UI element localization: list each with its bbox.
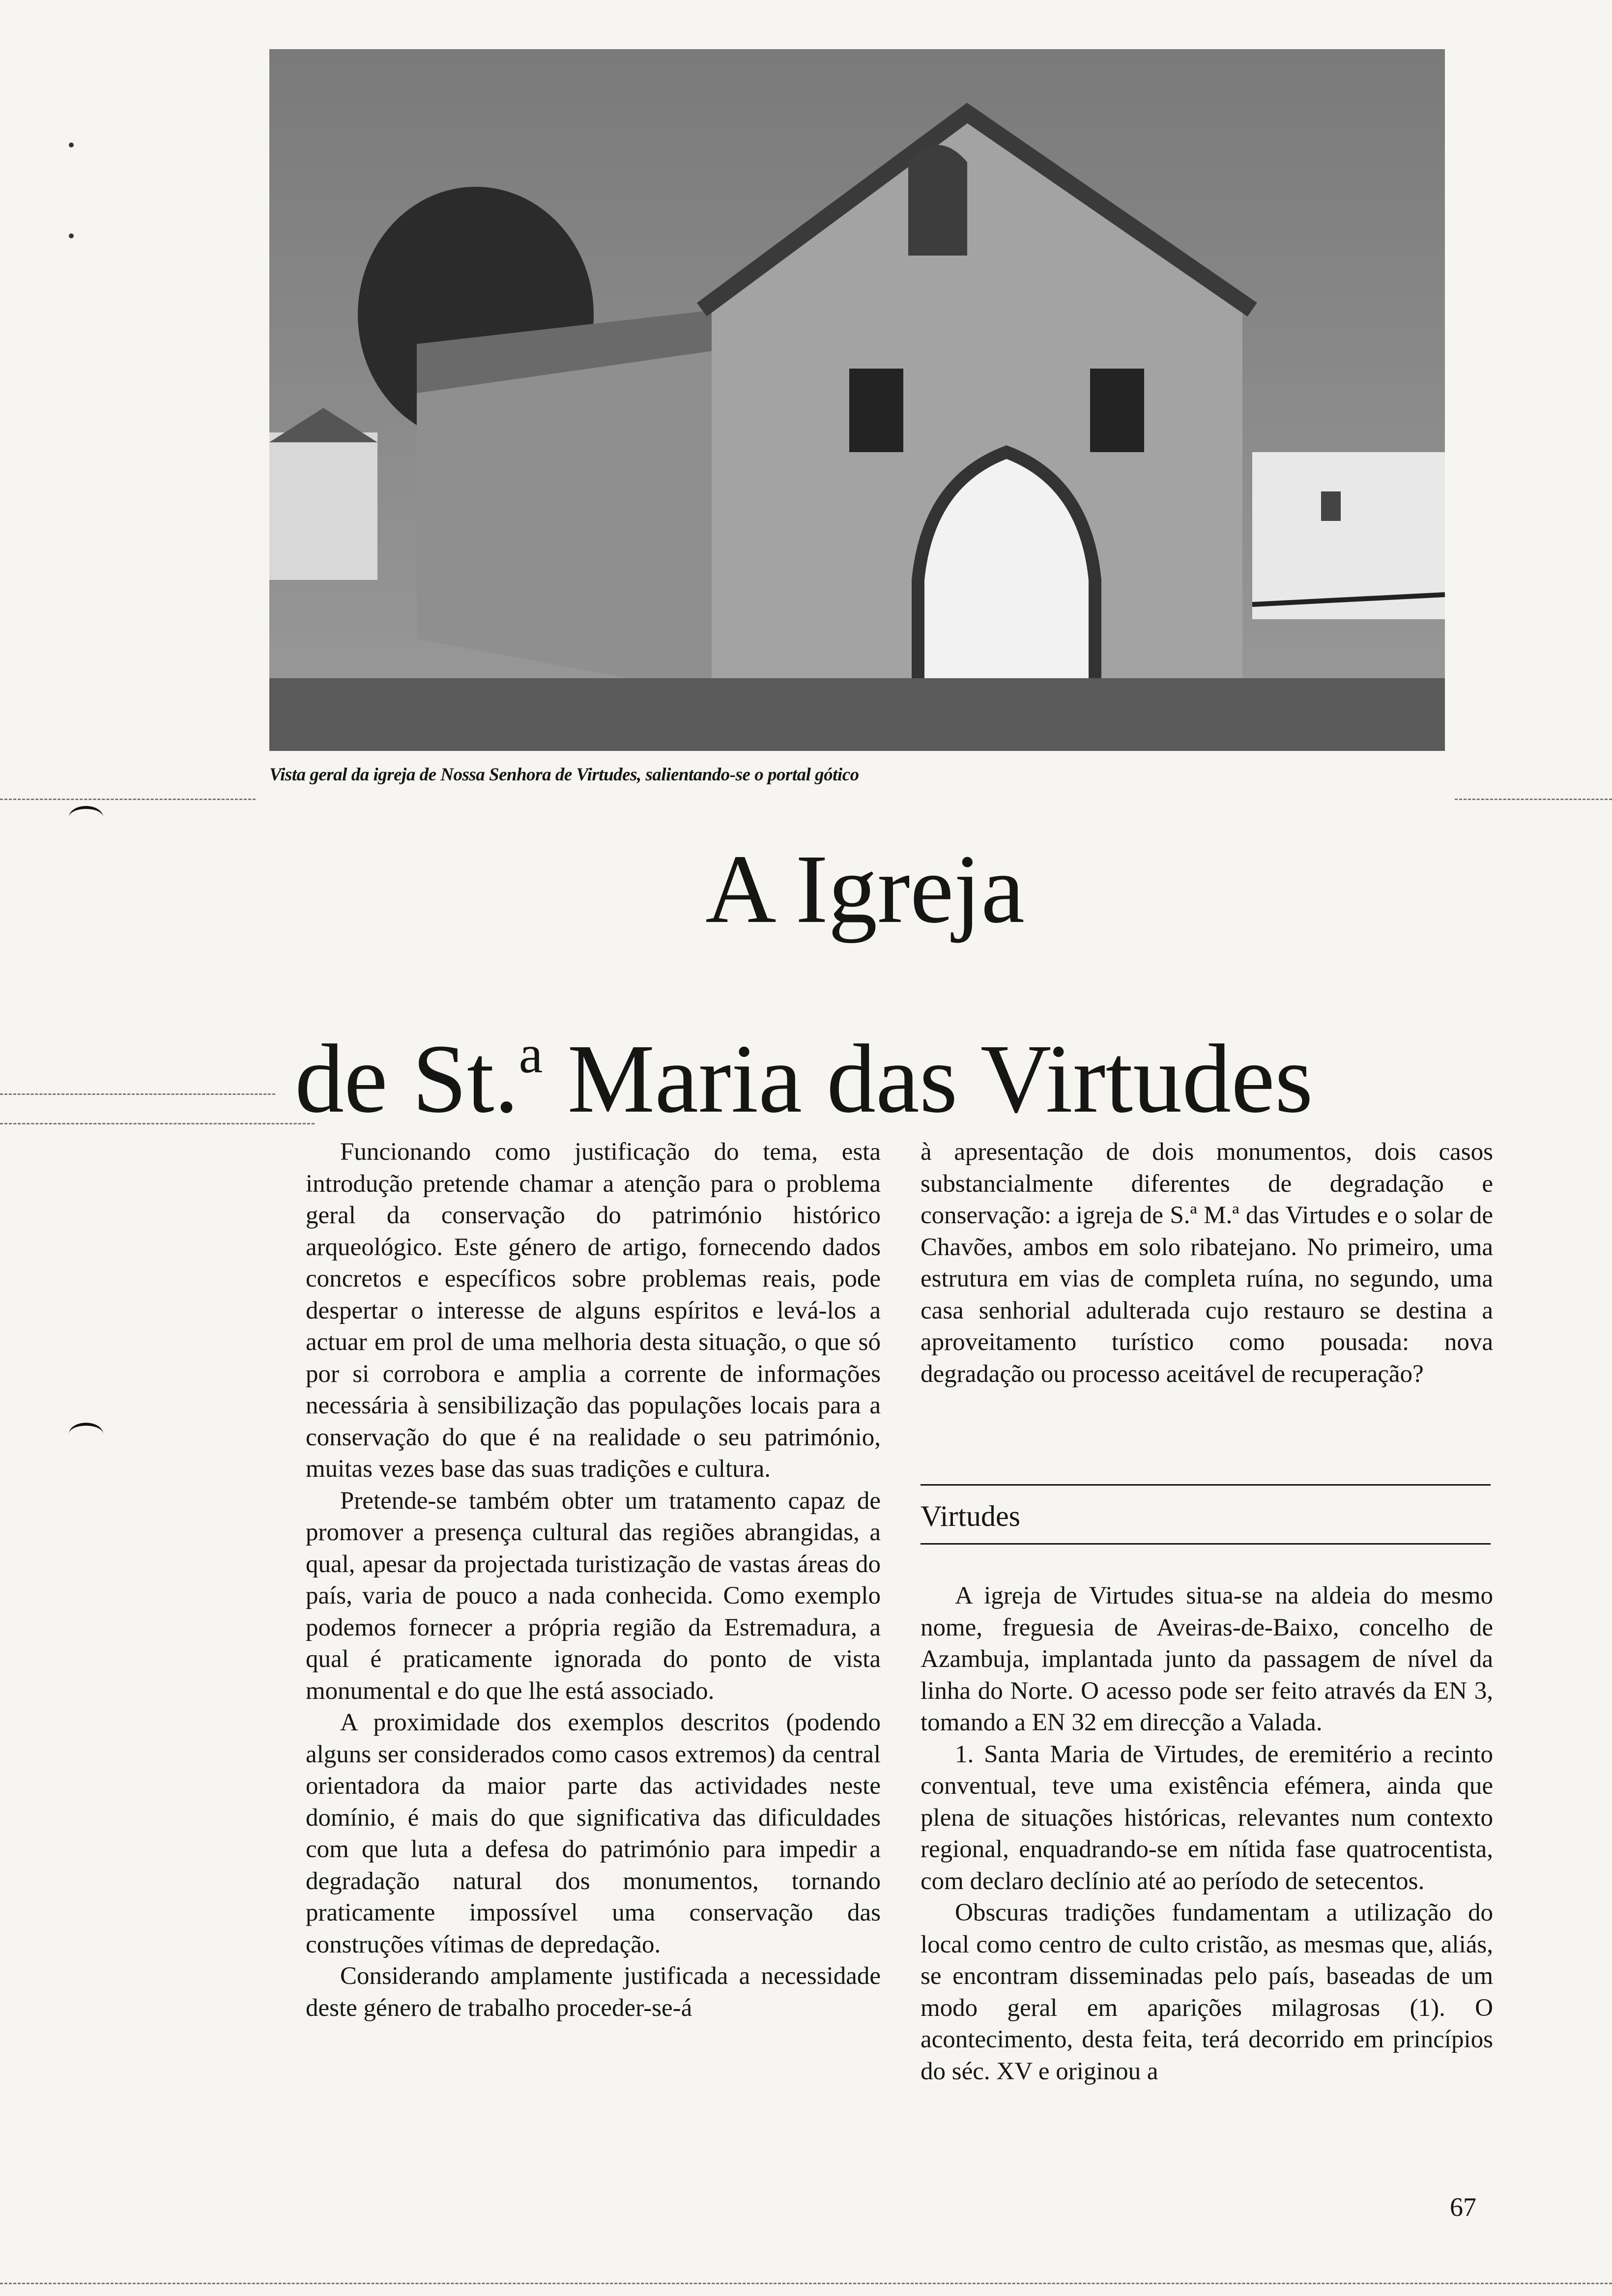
column-right-intro [921,1136,1493,1390]
scan-dot [69,233,74,238]
section-heading: Virtudes [921,1500,1021,1532]
paragraph: Obscuras tradições fundamentam a utilização do local como centro de culto cristão, as mesmas que, aliás, se encontram disseminadas pelo país, baseadas de um modo geral em aparições milagrosas (1). O acontecimento, desta feita, terá decorrido em princípios do séc. XV e originou a [921,1899,1493,2085]
paragraph: A igreja de Virtudes situa-se na aldeia do mesmo nome, freguesia de Aveiras-de-Baixo, concelho de Azambuja, implantada junto da passagem de nível da linha do Norte. O acesso pode ser feito através da EN 3, tomando a EN 32 em direcção a Valada. [921,1582,1493,1736]
scan-dot [69,143,74,147]
title-line-2 [275,1000,1474,1133]
paragraph: Funcionando como justificação do tema, esta introdução pretende chamar a atenção para o problema geral da conservação do património histórico arqueológico. Este género de artigo, fornecendo dados concretos e específicos sobre problemas reais, pode despertar o interesse de alguns espíritos e levá-los a actuar em prol de uma melhoria desta situação, o que só por si corrobora e amplia a corrente de informações necessária à sensibilização das populações locais para a conservação do que é na realidade o seu património, muitas vezes base das suas tradições e cultura. [306,1138,881,1483]
belfry [908,145,967,256]
title-line-2-suffix: Maria das Virtudes [543,1025,1313,1133]
title-line-1: A Igreja [705,835,1025,944]
paragraph: A proximidade dos exemplos descritos (podendo alguns ser considerados como casos extremos) da central orientadora da maior parte das actividades neste domínio, é mais do que significativa das dificuldades com que luta a defesa do património para impedir a degradação natural dos monumentos, tornando praticamente impossível uma conservação das construções vítimas de depredação. [306,1709,881,1958]
scan-mark [0,1123,315,1124]
punch-hole-mark [69,1423,103,1445]
paragraph: 1. Santa Maria de Virtudes, de eremitério a recinto conventual, teve uma existência efémera, ainda que plena de situações históricas, relevantes num contexto regional, enquadrando-se em nítida fase quatrocentista, com declaro declínio até ao período de setecentos. [921,1740,1493,1895]
window-left [849,369,903,452]
punch-hole-mark [69,806,103,829]
scan-mark [0,1093,275,1095]
church-illustration [269,49,1445,751]
paragraph: à apresentação de dois monumentos, dois casos substancialmente diferentes de degradação e conservação: a igreja de S.ª M.ª das Virtudes e o solar de Chavões, ambos em solo ribatejano. No primeiro, uma estrutura em vias de completa ruína, no segundo, uma casa senhorial adulterada cujo restauro se destina a aproveitamento turístico como pousada: nova degradação ou processo aceitável de recuperação? [921,1138,1493,1388]
scan-mark [0,2283,1612,2284]
paragraph: Considerando amplamente justificada a necessidade deste género de trabalho proceder-se-á [306,1962,881,2022]
church-photo [269,49,1445,751]
title-line-2-prefix: de St. [295,1025,519,1133]
photo-caption: Vista geral da igreja de Nossa Senhora de Virtudes, salientando-se o portal gótico [269,765,859,785]
section-rule-bottom [921,1543,1491,1545]
scan-mark [0,799,256,800]
scan-mark [1455,799,1612,800]
column-right-body [921,1580,1493,2087]
window-right [1090,369,1144,452]
house-left [269,432,377,580]
paragraph: Pretende-se também obter um tratamento capaz de promover a presença cultural das regiões abrangidas, a qual, apesar da projectada turistização de vastas áreas do país, varia de pouco a nada conhecida. Como exemplo podemos fornecer a própria região da Estremadura, a qual é praticamente ignorada do ponto de vista monumental e do que lhe está associado. [306,1487,881,1705]
section-rule-top [921,1484,1491,1486]
page-number: 67 [1450,2192,1476,2222]
ground [269,678,1445,751]
gothic-portal [918,452,1095,703]
title-superscript: a [518,1024,543,1084]
house-right-window [1321,491,1341,521]
column-left [306,1136,881,2024]
